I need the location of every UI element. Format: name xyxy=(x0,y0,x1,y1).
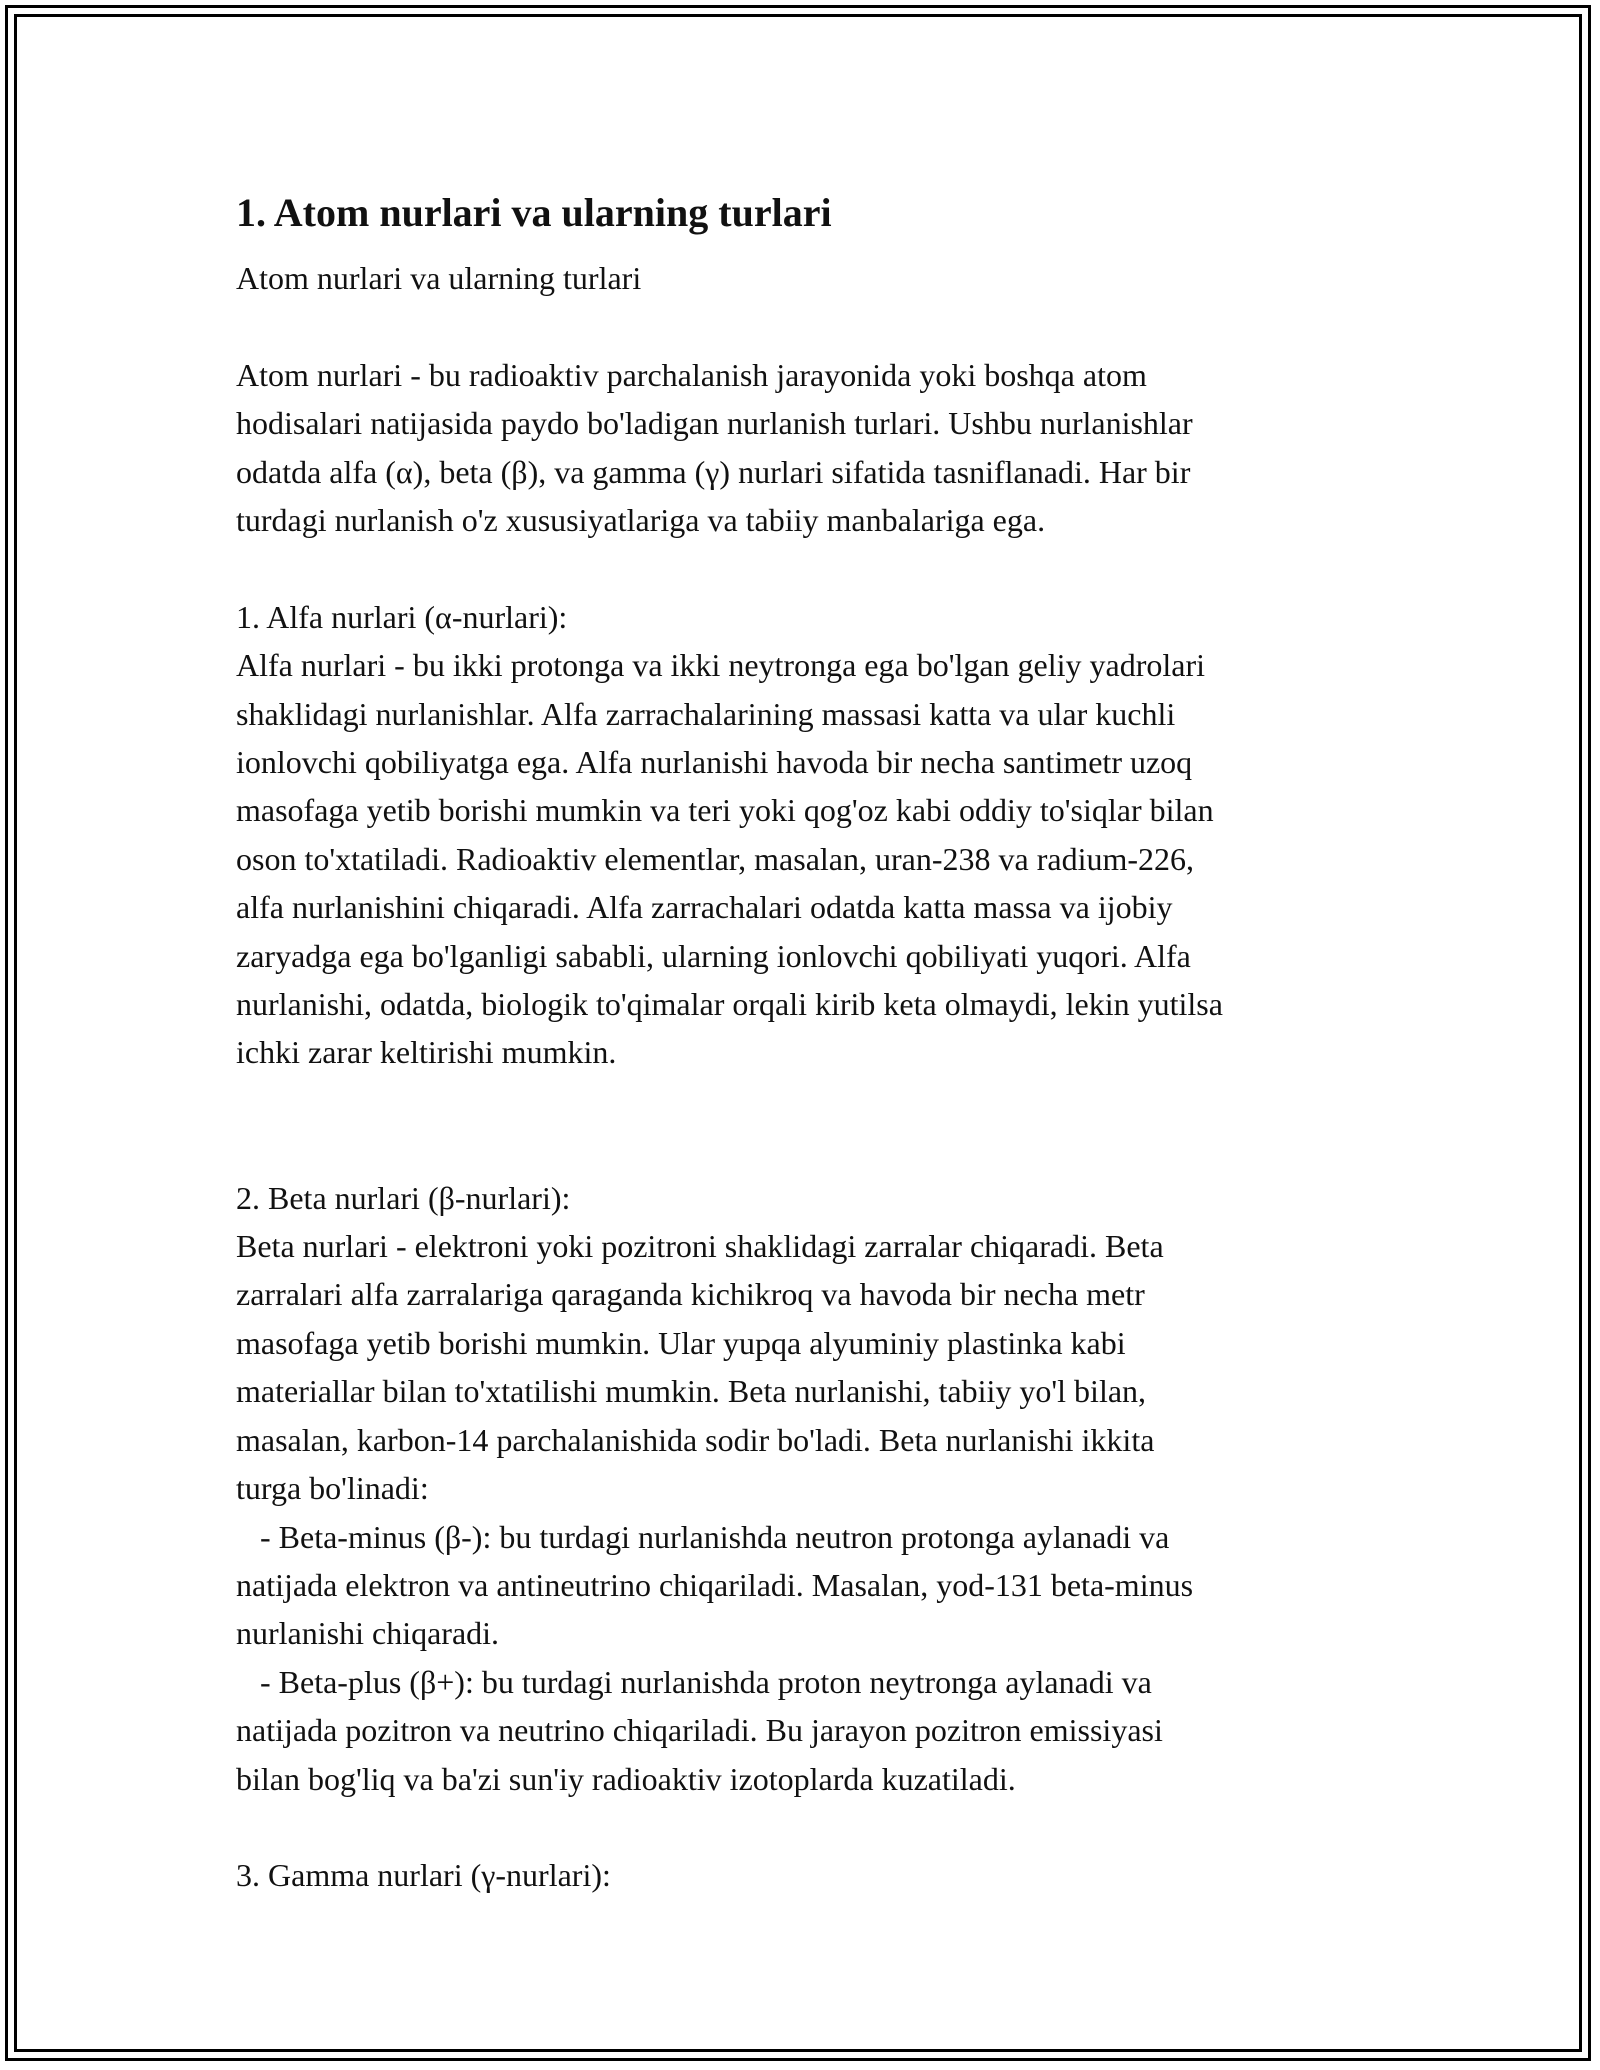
gamma-section xyxy=(236,1851,1386,1899)
text-line: ionlovchi qobiliyatga ega. Alfa nurlanishi havoda bir necha santimetr uzoq xyxy=(236,744,1193,781)
gamma-section-title: 3. Gamma nurlari (γ-nurlari): xyxy=(236,1857,611,1894)
text-line: materiallar bilan to'xtatilishi mumkin. Beta nurlanishi, tabiiy yo'l bilan, xyxy=(236,1373,1147,1410)
document-body xyxy=(236,180,1386,1900)
paragraph-spacer xyxy=(236,1803,1386,1851)
text-line: odatda alfa (α), beta (β), va gamma (γ) nurlari sifatida tasniflanadi. Har bir xyxy=(236,453,1191,490)
document-heading: 1. Atom nurlari va ularning turlari xyxy=(236,190,832,235)
paragraph-spacer xyxy=(236,302,1386,350)
text-line: bilan bog'liq va ba'zi sun'iy radioaktiv izotoplarda kuzatiladi. xyxy=(236,1760,1016,1797)
text-line: Alfa nurlari - bu ikki protonga va ikki neytronga ega bo'lgan geliy yadrolari xyxy=(236,647,1206,684)
text-line: alfa nurlanishini chiqaradi. Alfa zarrachalari odatda katta massa va ijobiy xyxy=(236,889,1173,926)
text-line: natijada elektron va antineutrino chiqariladi. Masalan, yod-131 beta-minus xyxy=(236,1566,1194,1603)
alpha-section xyxy=(236,593,1386,1077)
beta-section xyxy=(236,1125,1386,1803)
text-line: zarralari alfa zarralariga qaraganda kichikroq va havoda bir necha metr xyxy=(236,1276,1145,1313)
paragraph-spacer xyxy=(236,544,1386,592)
text-line: nurlanishi chiqaradi. xyxy=(236,1615,500,1652)
beta-plus-item: - Beta-plus (β+): bu turdagi nurlanishda proton neytronga aylanadi va xyxy=(236,1663,1152,1700)
text-line: masofaga yetib borishi mumkin va teri yoki qog'oz kabi oddiy to'siqlar bilan xyxy=(236,792,1214,829)
intro-paragraph xyxy=(236,351,1386,545)
text-line: masofaga yetib borishi mumkin. Ular yupqa alyuminiy plastinka kabi xyxy=(236,1324,1126,1361)
document-subtitle: Atom nurlari va ularning turlari xyxy=(236,260,642,296)
beta-minus-item: - Beta-minus (β-): bu turdagi nurlanishda neutron protonga aylanadi va xyxy=(236,1518,1170,1555)
text-line: Atom nurlari - bu radioaktiv parchalanish jarayonida yoki boshqa atom xyxy=(236,356,1147,393)
text-line: natijada pozitron va neutrino chiqariladi. Bu jarayon pozitron emissiyasi xyxy=(236,1712,1163,1749)
text-line: zaryadga ega bo'lganligi sababli, ularning ionlovchi qobiliyati yuqori. Alfa xyxy=(236,937,1191,974)
text-line: turga bo'linadi: xyxy=(236,1470,429,1507)
text-line: ichki zarar keltirishi mumkin. xyxy=(236,1034,617,1071)
paragraph-spacer xyxy=(236,1077,1386,1125)
text-line: nurlanishi, odatda, biologik to'qimalar orqali kirib keta olmaydi, lekin yutilsa xyxy=(236,986,1223,1023)
text-line: oson to'xtatiladi. Radioaktiv elementlar, masalan, uran-238 va radium-226, xyxy=(236,840,1194,877)
alpha-section-title: 1. Alfa nurlari (α-nurlari): xyxy=(236,598,568,635)
text-line: hodisalari natijasida paydo bo'ladigan nurlanish turlari. Ushbu nurlanishlar xyxy=(236,405,1193,442)
text-line: masalan, karbon-14 parchalanishida sodir bo'ladi. Beta nurlanishi ikkita xyxy=(236,1421,1155,1458)
text-line: turdagi nurlanish o'z xususiyatlariga va tabiiy manbalariga ega. xyxy=(236,502,1046,539)
beta-section-title: 2. Beta nurlari (β-nurlari): xyxy=(236,1179,571,1216)
text-line: shaklidagi nurlanishlar. Alfa zarrachalarining massasi katta va ular kuchli xyxy=(236,695,1176,732)
text-line: Beta nurlari - elektroni yoki pozitroni shaklidagi zarralar chiqaradi. Beta xyxy=(236,1228,1164,1265)
